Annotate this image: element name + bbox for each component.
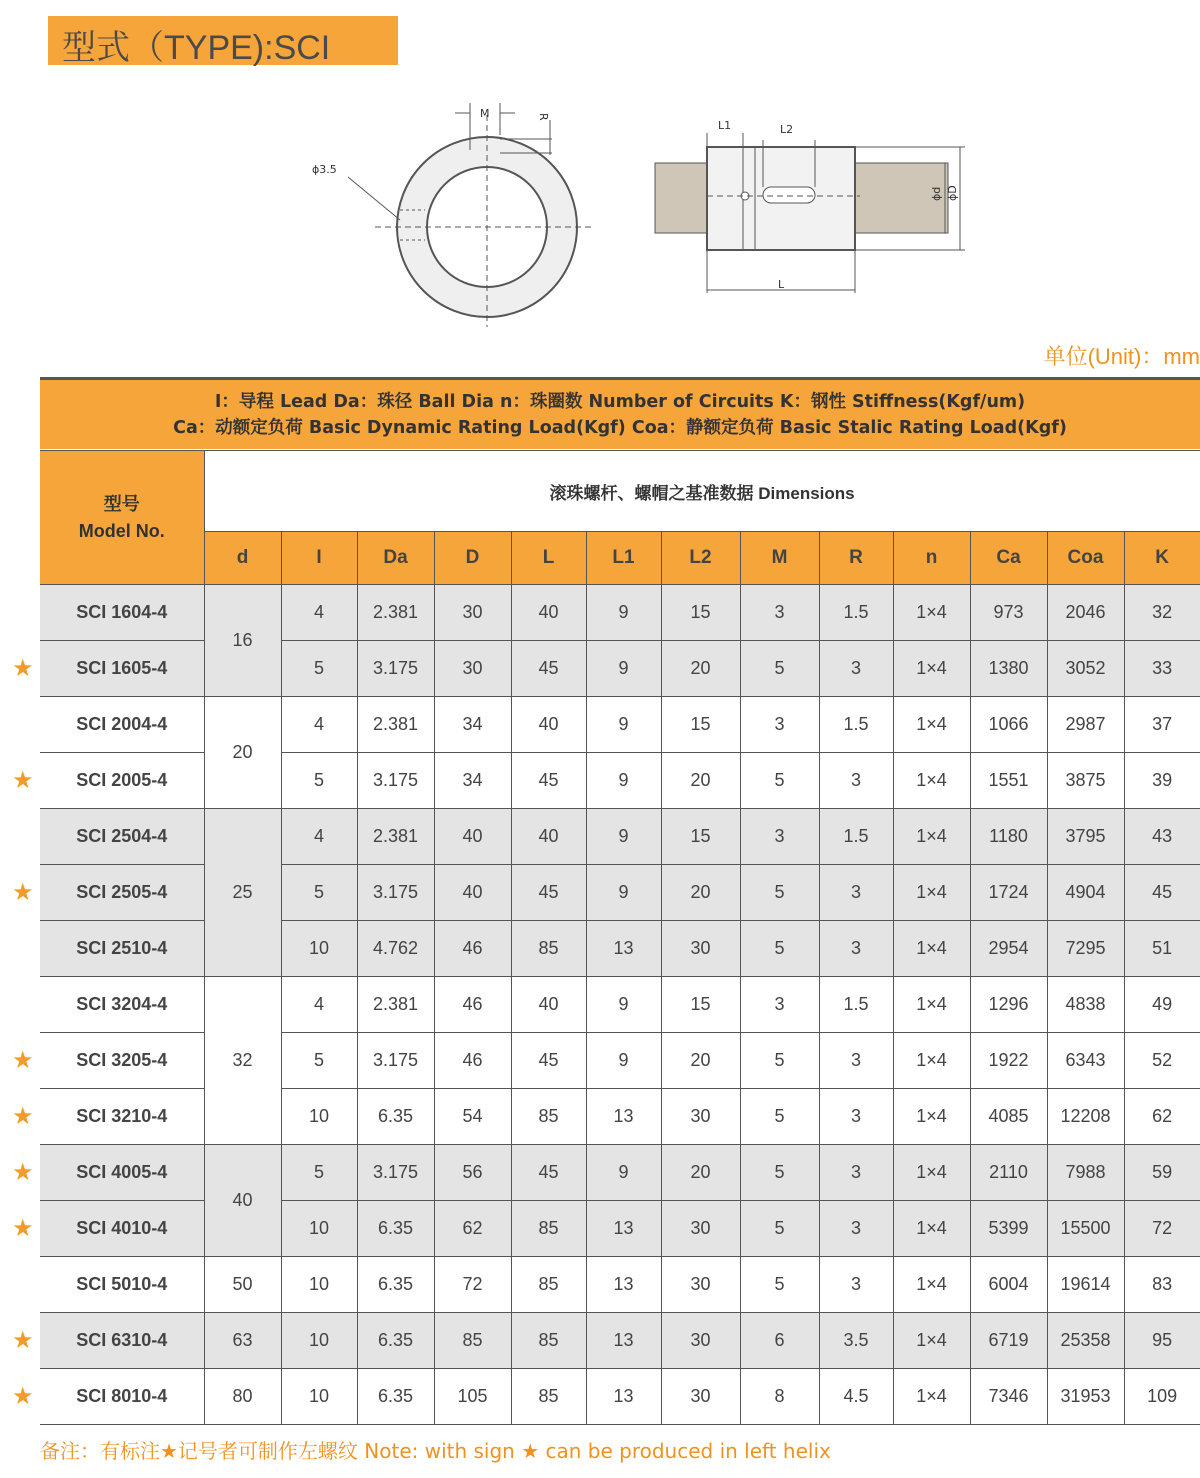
value-cell-r: 3	[819, 1033, 893, 1089]
value-cell-l1: 9	[586, 753, 661, 809]
value-cell-l: 85	[511, 1257, 586, 1313]
value-cell-coa: 4838	[1047, 977, 1124, 1033]
value-cell-n: 1×4	[893, 1313, 970, 1369]
shaft-diameter-cell: 16	[204, 585, 281, 697]
model-cell: SCI 6310-4	[40, 1313, 204, 1369]
value-cell-da: 6.35	[357, 1313, 434, 1369]
column-header-d: d	[204, 532, 281, 585]
value-cell-l2: 20	[661, 753, 740, 809]
table-row	[40, 697, 1200, 753]
value-cell-n: 1×4	[893, 1257, 970, 1313]
value-cell-i: 4	[281, 977, 357, 1033]
table-row	[40, 977, 1200, 1033]
value-cell-k: 37	[1124, 697, 1200, 753]
value-cell-l: 45	[511, 1033, 586, 1089]
value-cell-r: 3.5	[819, 1313, 893, 1369]
value-cell-r: 3	[819, 1145, 893, 1201]
shaft-diameter-cell: 63	[204, 1313, 281, 1369]
value-cell-l1: 9	[586, 977, 661, 1033]
table-row	[40, 1257, 1200, 1313]
value-cell-coa: 6343	[1047, 1033, 1124, 1089]
nut-end-view	[348, 103, 595, 327]
column-header-coa: Coa	[1047, 532, 1124, 585]
label-l: L	[778, 278, 785, 291]
column-header-l2: L2	[661, 532, 740, 585]
value-cell-d: 72	[434, 1257, 511, 1313]
value-cell-ca: 1180	[970, 809, 1047, 865]
value-cell-k: 95	[1124, 1313, 1200, 1369]
value-cell-m: 5	[740, 865, 819, 921]
value-cell-l: 45	[511, 1145, 586, 1201]
value-cell-ca: 1066	[970, 697, 1047, 753]
shaft-diameter-cell: 40	[204, 1145, 281, 1257]
value-cell-r: 3	[819, 641, 893, 697]
value-cell-ca: 1551	[970, 753, 1047, 809]
value-cell-l1: 13	[586, 1369, 661, 1425]
value-cell-i: 4	[281, 809, 357, 865]
value-cell-d: 54	[434, 1089, 511, 1145]
label-r: R	[537, 113, 550, 121]
value-cell-k: 49	[1124, 977, 1200, 1033]
value-cell-l: 85	[511, 1369, 586, 1425]
model-cell: SCI 4010-4	[40, 1201, 204, 1257]
value-cell-da: 3.175	[357, 1145, 434, 1201]
value-cell-d: 85	[434, 1313, 511, 1369]
value-cell-l2: 20	[661, 1145, 740, 1201]
value-cell-k: 39	[1124, 753, 1200, 809]
value-cell-k: 59	[1124, 1145, 1200, 1201]
model-cell: SCI 3204-4	[40, 977, 204, 1033]
value-cell-n: 1×4	[893, 697, 970, 753]
shaft-diameter-cell: 20	[204, 697, 281, 809]
value-cell-m: 5	[740, 1089, 819, 1145]
value-cell-k: 32	[1124, 585, 1200, 641]
shaft-diameter-cell: 32	[204, 977, 281, 1145]
ball-nut-drawing	[300, 95, 980, 335]
value-cell-l1: 9	[586, 585, 661, 641]
value-cell-k: 51	[1124, 921, 1200, 977]
value-cell-l: 40	[511, 977, 586, 1033]
label-phi35: ϕ3.5	[312, 163, 337, 176]
value-cell-m: 3	[740, 697, 819, 753]
value-cell-l2: 30	[661, 1089, 740, 1145]
value-cell-k: 109	[1124, 1369, 1200, 1425]
value-cell-da: 3.175	[357, 753, 434, 809]
left-helix-star-icon: ★	[12, 1326, 34, 1354]
value-cell-i: 10	[281, 1369, 357, 1425]
value-cell-r: 3	[819, 1089, 893, 1145]
value-cell-n: 1×4	[893, 1369, 970, 1425]
model-cell: SCI 5010-4	[40, 1257, 204, 1313]
label-m: M	[480, 107, 490, 120]
value-cell-n: 1×4	[893, 1145, 970, 1201]
value-cell-ca: 5399	[970, 1201, 1047, 1257]
value-cell-k: 33	[1124, 641, 1200, 697]
value-cell-l1: 13	[586, 1313, 661, 1369]
value-cell-i: 10	[281, 1201, 357, 1257]
value-cell-n: 1×4	[893, 1033, 970, 1089]
model-cell: SCI 2005-4	[40, 753, 204, 809]
unit-label: 单位(Unit)：mm	[1043, 344, 1200, 369]
value-cell-ca: 2110	[970, 1145, 1047, 1201]
value-cell-da: 4.762	[357, 921, 434, 977]
model-cell: SCI 1604-4	[40, 585, 204, 641]
value-cell-l: 45	[511, 641, 586, 697]
value-cell-l2: 30	[661, 1257, 740, 1313]
value-cell-l2: 20	[661, 1033, 740, 1089]
label-l1: L1	[718, 119, 732, 132]
value-cell-r: 3	[819, 865, 893, 921]
shaft-diameter-cell: 25	[204, 809, 281, 977]
column-header-l1: L1	[586, 532, 661, 585]
value-cell-d: 40	[434, 809, 511, 865]
value-cell-l: 85	[511, 1313, 586, 1369]
value-cell-m: 5	[740, 753, 819, 809]
value-cell-n: 1×4	[893, 809, 970, 865]
value-cell-coa: 4904	[1047, 865, 1124, 921]
left-helix-star-icon: ★	[12, 1102, 34, 1130]
value-cell-d: 30	[434, 585, 511, 641]
table-row	[40, 1369, 1200, 1425]
value-cell-da: 2.381	[357, 809, 434, 865]
value-cell-m: 5	[740, 1201, 819, 1257]
value-cell-i: 5	[281, 641, 357, 697]
value-cell-l2: 15	[661, 809, 740, 865]
value-cell-r: 3	[819, 921, 893, 977]
value-cell-r: 1.5	[819, 809, 893, 865]
abbreviation-legend	[40, 377, 1200, 449]
value-cell-l: 85	[511, 1201, 586, 1257]
value-cell-n: 1×4	[893, 753, 970, 809]
value-cell-d: 46	[434, 1033, 511, 1089]
table-row	[40, 585, 1200, 641]
label-phid: ϕd	[930, 186, 943, 201]
value-cell-i: 5	[281, 1145, 357, 1201]
value-cell-coa: 7295	[1047, 921, 1124, 977]
value-cell-m: 5	[740, 1257, 819, 1313]
value-cell-da: 2.381	[357, 697, 434, 753]
value-cell-da: 3.175	[357, 865, 434, 921]
value-cell-ca: 1922	[970, 1033, 1047, 1089]
left-helix-star-icon: ★	[12, 766, 34, 794]
value-cell-d: 105	[434, 1369, 511, 1425]
value-cell-m: 5	[740, 921, 819, 977]
value-cell-coa: 19614	[1047, 1257, 1124, 1313]
column-header-da: Da	[357, 532, 434, 585]
value-cell-l: 40	[511, 697, 586, 753]
value-cell-k: 72	[1124, 1201, 1200, 1257]
value-cell-l2: 15	[661, 977, 740, 1033]
label-l2: L2	[780, 123, 794, 136]
value-cell-k: 83	[1124, 1257, 1200, 1313]
value-cell-da: 6.35	[357, 1257, 434, 1313]
value-cell-m: 3	[740, 809, 819, 865]
shaft-diameter-cell: 50	[204, 1257, 281, 1313]
value-cell-d: 62	[434, 1201, 511, 1257]
value-cell-m: 5	[740, 1145, 819, 1201]
value-cell-d: 56	[434, 1145, 511, 1201]
value-cell-ca: 2954	[970, 921, 1047, 977]
left-helix-star-icon: ★	[12, 1382, 34, 1410]
value-cell-d: 30	[434, 641, 511, 697]
model-cell: SCI 2510-4	[40, 921, 204, 977]
value-cell-k: 52	[1124, 1033, 1200, 1089]
value-cell-l1: 13	[586, 921, 661, 977]
value-cell-l: 45	[511, 865, 586, 921]
value-cell-l2: 30	[661, 1369, 740, 1425]
model-cell: SCI 2504-4	[40, 809, 204, 865]
nut-side-view	[655, 133, 965, 293]
value-cell-l: 45	[511, 753, 586, 809]
value-cell-l2: 20	[661, 865, 740, 921]
value-cell-da: 3.175	[357, 1033, 434, 1089]
value-cell-l1: 9	[586, 697, 661, 753]
model-cell: SCI 2004-4	[40, 697, 204, 753]
value-cell-da: 2.381	[357, 977, 434, 1033]
column-header-m: M	[740, 532, 819, 585]
value-cell-ca: 4085	[970, 1089, 1047, 1145]
value-cell-i: 4	[281, 585, 357, 641]
value-cell-coa: 15500	[1047, 1201, 1124, 1257]
value-cell-n: 1×4	[893, 977, 970, 1033]
value-cell-l2: 15	[661, 697, 740, 753]
value-cell-m: 5	[740, 1033, 819, 1089]
value-cell-l1: 9	[586, 809, 661, 865]
value-cell-m: 3	[740, 977, 819, 1033]
value-cell-i: 10	[281, 921, 357, 977]
dimension-table	[40, 450, 1200, 1425]
column-header-n: n	[893, 532, 970, 585]
value-cell-m: 3	[740, 585, 819, 641]
value-cell-n: 1×4	[893, 1089, 970, 1145]
label-phiD: ϕD	[946, 185, 959, 201]
value-cell-r: 3	[819, 1201, 893, 1257]
value-cell-ca: 1724	[970, 865, 1047, 921]
value-cell-ca: 7346	[970, 1369, 1047, 1425]
value-cell-d: 46	[434, 921, 511, 977]
value-cell-da: 6.35	[357, 1089, 434, 1145]
page-title: 型式（TYPE):SCI	[62, 29, 331, 67]
value-cell-n: 1×4	[893, 585, 970, 641]
value-cell-d: 46	[434, 977, 511, 1033]
column-header-ca: Ca	[970, 532, 1047, 585]
value-cell-i: 5	[281, 753, 357, 809]
model-cell: SCI 3210-4	[40, 1089, 204, 1145]
dimensions-header: 滚珠螺杆、螺帽之基准数据 Dimensions	[204, 451, 1200, 532]
left-helix-star-icon: ★	[12, 1214, 34, 1242]
value-cell-coa: 7988	[1047, 1145, 1124, 1201]
model-header-en: Model No.	[78, 520, 165, 541]
left-helix-star-icon: ★	[12, 878, 34, 906]
value-cell-coa: 3795	[1047, 809, 1124, 865]
value-cell-r: 1.5	[819, 585, 893, 641]
column-header-d: D	[434, 532, 511, 585]
value-cell-l1: 9	[586, 865, 661, 921]
value-cell-coa: 2046	[1047, 585, 1124, 641]
value-cell-da: 6.35	[357, 1369, 434, 1425]
model-cell: SCI 2505-4	[40, 865, 204, 921]
left-helix-star-icon: ★	[12, 1158, 34, 1186]
value-cell-n: 1×4	[893, 1201, 970, 1257]
model-cell: SCI 3205-4	[40, 1033, 204, 1089]
value-cell-i: 5	[281, 1033, 357, 1089]
value-cell-n: 1×4	[893, 865, 970, 921]
column-header-k: K	[1124, 532, 1200, 585]
value-cell-n: 1×4	[893, 921, 970, 977]
value-cell-r: 1.5	[819, 977, 893, 1033]
value-cell-l2: 30	[661, 921, 740, 977]
model-cell: SCI 4005-4	[40, 1145, 204, 1201]
left-helix-star-icon: ★	[12, 654, 34, 682]
value-cell-r: 1.5	[819, 697, 893, 753]
value-cell-d: 34	[434, 697, 511, 753]
value-cell-l1: 13	[586, 1089, 661, 1145]
value-cell-da: 6.35	[357, 1201, 434, 1257]
value-cell-i: 5	[281, 865, 357, 921]
value-cell-l1: 13	[586, 1257, 661, 1313]
left-helix-star-icon: ★	[12, 1046, 34, 1074]
value-cell-i: 10	[281, 1313, 357, 1369]
value-cell-da: 2.381	[357, 585, 434, 641]
table-row	[40, 809, 1200, 865]
column-header-i: I	[281, 532, 357, 585]
value-cell-l1: 9	[586, 1033, 661, 1089]
value-cell-r: 4.5	[819, 1369, 893, 1425]
value-cell-i: 10	[281, 1089, 357, 1145]
value-cell-l2: 30	[661, 1313, 740, 1369]
value-cell-l2: 30	[661, 1201, 740, 1257]
model-header-cn: 型号	[103, 493, 140, 514]
footnote: 备注：有标注★记号者可制作左螺纹 Note: with sign ★ can be produced in left helix	[40, 1439, 831, 1463]
shaft-diameter-cell: 80	[204, 1369, 281, 1425]
value-cell-l: 85	[511, 921, 586, 977]
value-cell-l: 40	[511, 809, 586, 865]
value-cell-l1: 13	[586, 1201, 661, 1257]
value-cell-d: 34	[434, 753, 511, 809]
value-cell-coa: 3875	[1047, 753, 1124, 809]
value-cell-l2: 20	[661, 641, 740, 697]
legend-line-2: Ca：动额定负荷 Basic Dynamic Rating Load(Kgf) Coa：静额定负荷 Basic Stalic Rating Load(Kgf)	[173, 418, 1067, 438]
legend-line-1: I：导程 Lead Da：珠径 Ball Dia n：珠圈数 Number of Circuits K：钢性 Stiffness(Kgf/um)	[214, 392, 1026, 412]
table-row	[40, 1145, 1200, 1201]
value-cell-i: 10	[281, 1257, 357, 1313]
model-cell: SCI 1605-4	[40, 641, 204, 697]
value-cell-ca: 6004	[970, 1257, 1047, 1313]
model-cell: SCI 8010-4	[40, 1369, 204, 1425]
value-cell-l1: 9	[586, 1145, 661, 1201]
value-cell-coa: 12208	[1047, 1089, 1124, 1145]
value-cell-m: 5	[740, 641, 819, 697]
value-cell-ca: 1380	[970, 641, 1047, 697]
table-row	[40, 1313, 1200, 1369]
value-cell-coa: 3052	[1047, 641, 1124, 697]
column-header-r: R	[819, 532, 893, 585]
value-cell-n: 1×4	[893, 641, 970, 697]
value-cell-coa: 31953	[1047, 1369, 1124, 1425]
value-cell-l: 85	[511, 1089, 586, 1145]
value-cell-k: 43	[1124, 809, 1200, 865]
value-cell-i: 4	[281, 697, 357, 753]
value-cell-m: 8	[740, 1369, 819, 1425]
value-cell-da: 3.175	[357, 641, 434, 697]
model-header	[40, 451, 204, 585]
value-cell-m: 6	[740, 1313, 819, 1369]
value-cell-l1: 9	[586, 641, 661, 697]
title-banner	[48, 16, 398, 65]
value-cell-d: 40	[434, 865, 511, 921]
value-cell-ca: 6719	[970, 1313, 1047, 1369]
value-cell-l: 40	[511, 585, 586, 641]
value-cell-k: 62	[1124, 1089, 1200, 1145]
value-cell-coa: 25358	[1047, 1313, 1124, 1369]
value-cell-k: 45	[1124, 865, 1200, 921]
column-header-l: L	[511, 532, 586, 585]
value-cell-l2: 15	[661, 585, 740, 641]
value-cell-r: 3	[819, 753, 893, 809]
value-cell-r: 3	[819, 1257, 893, 1313]
value-cell-coa: 2987	[1047, 697, 1124, 753]
value-cell-ca: 1296	[970, 977, 1047, 1033]
value-cell-ca: 973	[970, 585, 1047, 641]
